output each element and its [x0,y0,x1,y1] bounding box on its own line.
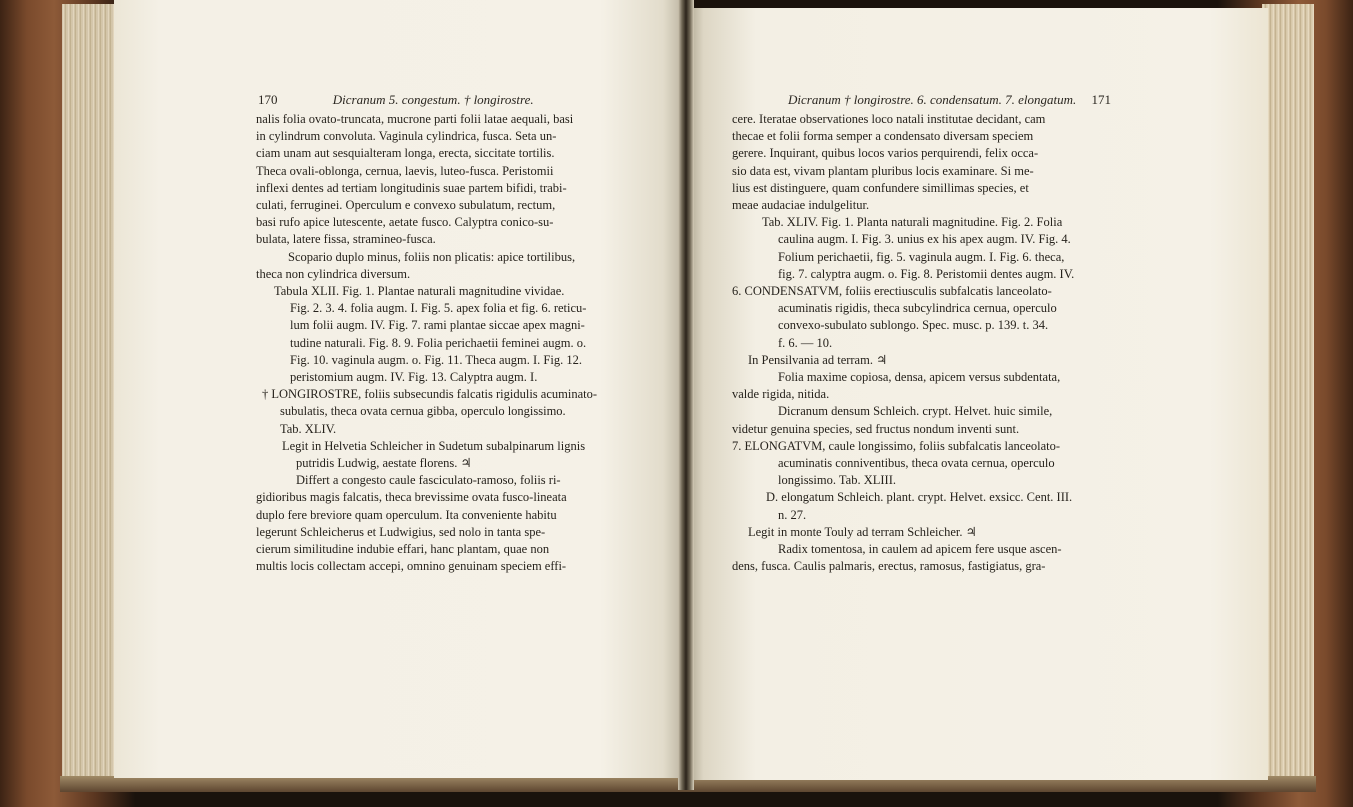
page-edges-right [1262,4,1314,784]
text-line: gerere. Inquirant, quibus locos varios perquirendi, felix occa- [732,146,1039,161]
text-line: caulina augm. I. Fig. 3. unius ex his apex augm. IV. Fig. 4. [778,232,1071,247]
text-line: bulata, latere fissa, stramineo-fusca. [256,232,436,247]
text-line: n. 27. [778,507,807,522]
text-line: inflexi dentes ad tertiam longitudinis suae partem bifidi, trabi- [256,180,567,195]
text-line: 7. ELONGATVM, caule longissimo, foliis subfalcatis lanceolato- [732,438,1061,453]
text-line: valde rigida, nitida. [732,387,830,402]
left-page-number: 170 [258,92,278,107]
text-line: Radix tomentosa, in caulem ad apicem fere usque ascen- [778,542,1062,557]
text-line: tudine naturali. Fig. 8. 9. Folia perichaetii feminei augm. o. [290,335,587,350]
text-line: 6. CONDENSATVM, foliis erectiusculis subfalcatis lanceolato- [732,284,1052,299]
right-running-title: Dicranum † longirostre. 6. condensatum. 7. elongatum. [788,92,1077,107]
book-gutter [678,0,694,790]
text-line: acuminatis conniventibus, theca ovata cernua, operculo [778,456,1055,471]
text-line: Legit in Helvetia Schleicher in Sudetum subalpinarum lignis [282,438,586,453]
text-line: convexo-subulato sublongo. Spec. musc. p. 139. t. 34. [778,318,1049,333]
text-line: cere. Iteratae observationes loco natali institutae decidant, cam [732,112,1046,126]
text-line: Tab. XLIV. [280,421,337,436]
text-line: peristomium augm. IV. Fig. 13. Calyptra augm. I. [290,370,538,385]
text-line: culati, ferruginei. Operculum e convexo subulatum, rectum, [256,198,556,213]
left-running-title: Dicranum 5. congestum. † longirostre. [332,92,534,107]
left-page-header [258,92,534,108]
text-line: longissimo. Tab. XLIII. [778,473,896,488]
text-line: Dicranum densum Schleich. crypt. Helvet. huic simile, [778,404,1053,419]
page-edges-left [62,4,118,792]
text-line: fig. 7. calyptra augm. o. Fig. 8. Peristomii dentes augm. IV. [778,266,1075,281]
text-line: † LONGIROSTRE, foliis subsecundis falcatis rigidulis acuminato- [262,387,598,402]
text-line: in cylindrum convoluta. Vaginula cylindrica, fusca. Seta un- [256,129,557,144]
text-line: legerunt Schleicherus et Ludwigius, sed nolo in tanta spe- [256,524,546,539]
text-line: Fig. 2. 3. 4. folia augm. I. Fig. 5. apex folia et fig. 6. reticu- [290,301,587,316]
right-page-number: 171 [1091,92,1112,107]
text-line: cierum similitudine indubie effari, hanc plantam, quae non [256,542,550,557]
text-line: ciam unam aut sesquialteram longa, erecta, siccitate tortilis. [256,146,555,161]
text-line: subulatis, theca ovata cernua gibba, operculo longissimo. [280,404,566,419]
text-line: acuminatis rigidis, theca subcylindrica cernua, operculo [778,301,1057,316]
text-line: duplo fere breviore quam operculum. Ita conveniente habitu [256,507,557,522]
text-line: lum folii augm. IV. Fig. 7. rami plantae siccae apex magni- [290,318,585,333]
text-line: Tabula XLII. Fig. 1. Plantae naturali magnitudine vividae. [274,284,565,299]
text-line: basi rufo apice lutescente, aetate fusco. Calyptra conico-su- [256,215,554,230]
text-line: Folia maxime copiosa, densa, apicem versus subdentata, [778,370,1061,385]
text-line: Theca ovali-oblonga, cernua, laevis, luteo-fusca. Peristomii [256,163,554,178]
text-line: theca non cylindrica diversum. [256,266,411,281]
left-page-body [256,111,628,575]
text-line: meae audaciae indulgelitur. [732,198,870,213]
text-line: Scopario duplo minus, foliis non plicatis: apice tortilibus, [288,249,576,264]
text-line: f. 6. — 10. [778,335,833,350]
text-line: Fig. 10. vaginula augm. o. Fig. 11. Theca augm. I. Fig. 12. [290,352,582,367]
text-line: Folium perichaetii, fig. 5. vaginula augm. I. Fig. 6. theca, [778,249,1065,264]
right-page-header [788,92,1111,108]
text-line: multis locis collectam accepi, omnino genuinam speciem effi- [256,559,567,574]
text-line: lius est distinguere, quam confundere simillimas species, et [732,180,1029,195]
text-line: videtur genuina species, sed fructus nondum inventi sunt. [732,421,1020,436]
text-line: thecae et folii forma semper a condensato diversam speciem [732,129,1034,144]
text-line: sio data est, vivam plantam pluribus locis examinare. Si me- [732,163,1034,178]
text-line: D. elongatum Schleich. plant. crypt. Helvet. exsicc. Cent. III. [766,490,1073,505]
text-line: putridis Ludwig, aestate florens. ♃ [296,456,472,471]
text-line: Legit in monte Touly ad terram Schleicher. ♃ [748,524,977,539]
right-page-body [732,111,1124,575]
text-line: dens, fusca. Caulis palmaris, erectus, ramosus, fastigiatus, gra- [732,559,1046,574]
text-line: gidioribus magis falcatis, theca brevissime ovata fusco-lineata [256,490,567,505]
text-line: Differt a congesto caule fasciculato-ramoso, foliis ri- [296,473,561,488]
text-line: In Pensilvania ad terram. ♃ [748,352,888,367]
text-line: Tab. XLIV. Fig. 1. Planta naturali magnitudine. Fig. 2. Folia [762,215,1063,230]
text-line: nalis folia ovato-truncata, mucrone parti folii latae aequali, basi [256,112,574,126]
